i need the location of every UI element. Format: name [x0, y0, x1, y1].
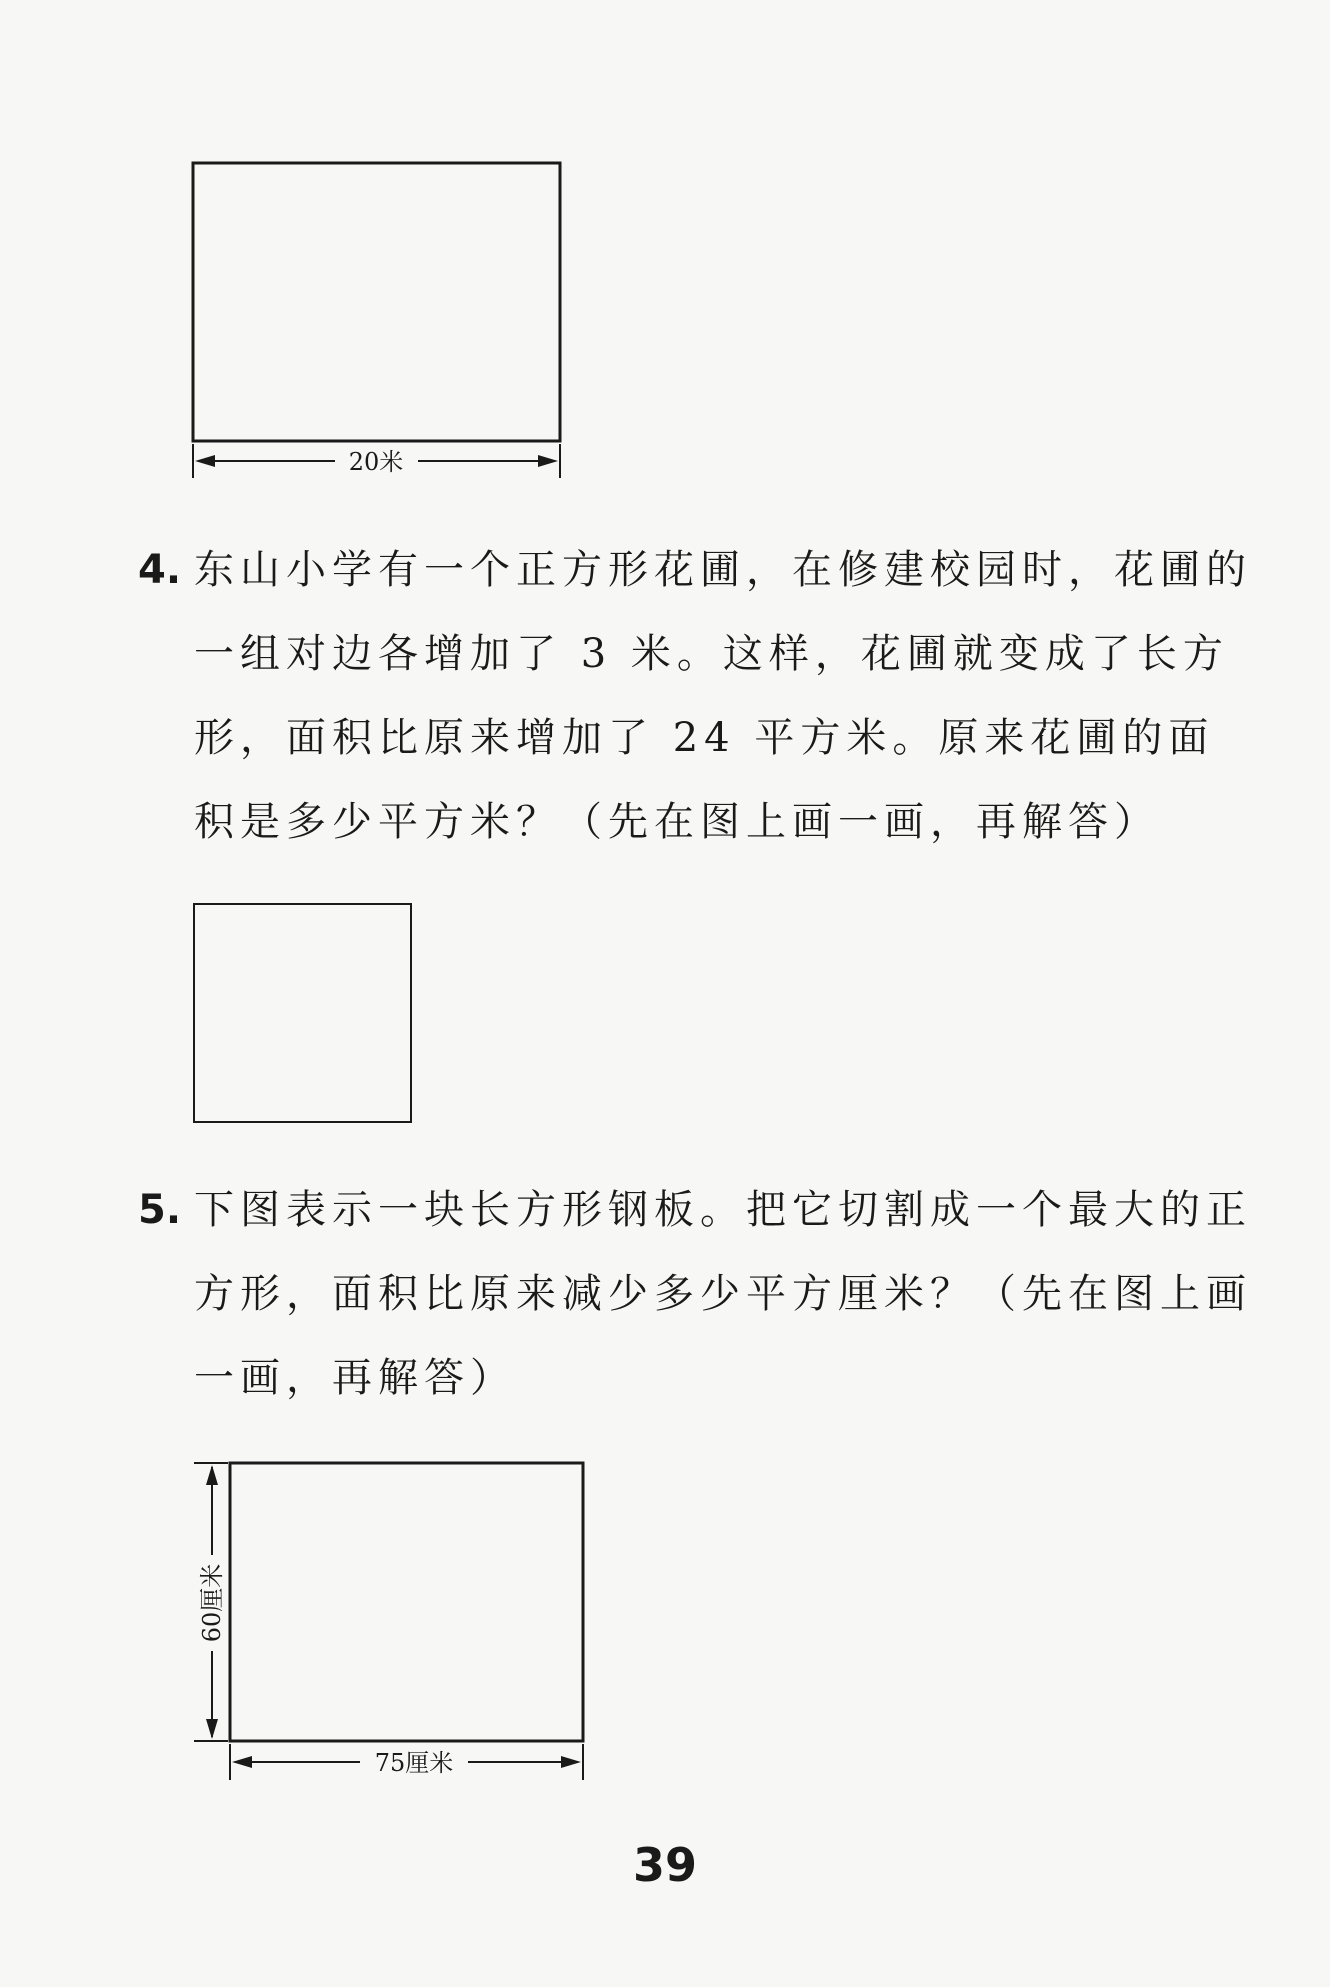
problem-4-text: 东山小学有一个正方形花圃，在修建校园时，花圃的一组对边各增加了 3 米。这样，花圃就变成了长方形，面积比原来增加了 24 平方米。原来花圃的面积是多少平方米？（先在图上画一画，再解答）: [194, 547, 1252, 845]
arrow-right-icon: [561, 1756, 581, 1768]
rectangle-1: [193, 163, 560, 441]
square-figure-svg: [192, 902, 416, 1126]
problem-4-number: 4.: [138, 547, 182, 593]
square-figure: [192, 902, 416, 1126]
rectangle-figure-1: [190, 160, 570, 490]
width-label-20m: 20米: [348, 448, 404, 476]
arrow-down-icon: [206, 1719, 218, 1739]
problem-5-number: 5.: [138, 1187, 182, 1233]
problem-5-text: 下图表示一块长方形钢板。把它切割成一个最大的正方形，面积比原来减少多少平方厘米？（先在图上画一画，再解答）: [194, 1187, 1252, 1401]
arrow-up-icon: [206, 1465, 218, 1485]
width-label-75cm: 75厘米: [374, 1749, 454, 1777]
arrow-right-icon: [538, 455, 558, 467]
square-garden: [194, 904, 411, 1122]
height-label-60cm: 60厘米: [198, 1563, 226, 1643]
problem-4: [138, 528, 1258, 864]
problem-5: [138, 1168, 1258, 1420]
steel-plate-figure-svg: [190, 1455, 600, 1795]
arrow-left-icon: [232, 1756, 252, 1768]
arrow-left-icon: [195, 455, 215, 467]
page-number: 39: [632, 1838, 697, 1892]
steel-plate-figure: [190, 1455, 600, 1795]
rectangle-figure-1-svg: [190, 160, 570, 490]
steel-plate-rectangle: [230, 1463, 583, 1741]
